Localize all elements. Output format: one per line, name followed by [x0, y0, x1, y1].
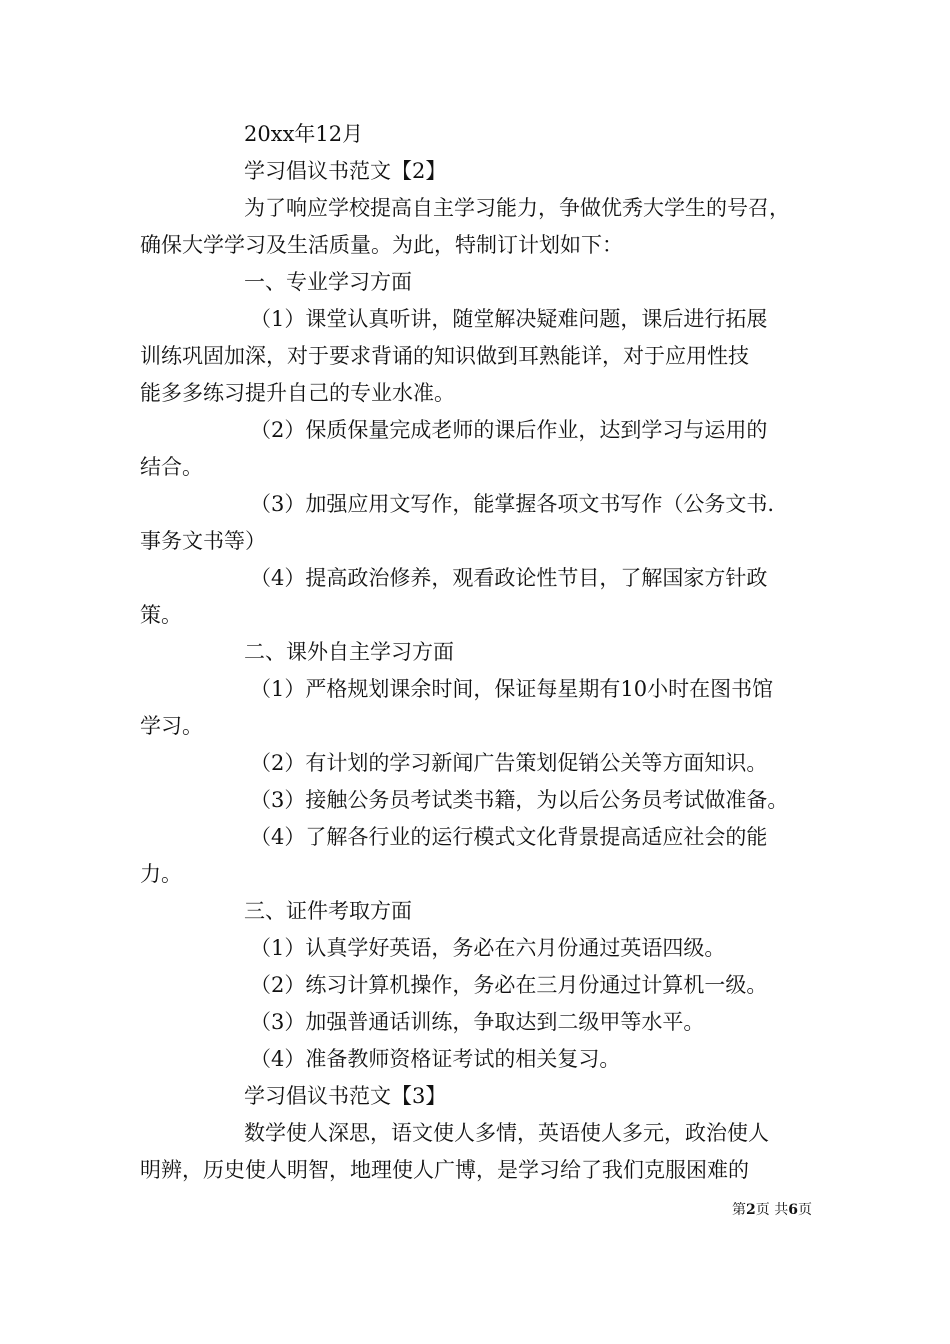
footer-suffix: 页	[798, 1202, 812, 1218]
text-line: 学习。	[140, 714, 203, 738]
text-line: 学习倡议书范文【2】	[244, 159, 447, 183]
page-footer	[0, 1200, 812, 1220]
text-line: 力。	[140, 862, 182, 886]
text-line: （4）提高政治修养，观看政论性节目，了解国家方针政	[250, 566, 768, 590]
text-line: （2）有计划的学习新闻广告策划促销公关等方面知识。	[250, 751, 768, 775]
text-line: 三、证件考取方面	[244, 899, 412, 923]
text-line: （3）接触公务员考试类书籍，为以后公务员考试做准备。	[250, 788, 789, 812]
text-line: 为了响应学校提高自主学习能力，争做优秀大学生的号召，	[244, 196, 790, 220]
text-line: （4）了解各行业的运行模式文化背景提高适应社会的能	[250, 825, 768, 849]
text-line: （2）保质保量完成老师的课后作业，达到学习与运用的	[250, 418, 768, 442]
text-line: 事务文书等）	[140, 529, 266, 553]
text-line: （2）练习计算机操作，务必在三月份通过计算机一级。	[250, 973, 768, 997]
text-line: 20xx年12月	[244, 122, 364, 146]
text-line: （3）加强应用文写作，能掌握各项文书写作（公务文书.	[250, 492, 775, 516]
document-body	[140, 116, 820, 1189]
text-line: 确保大学学习及生活质量。为此，特制订计划如下：	[140, 233, 623, 257]
text-line: 一、专业学习方面	[244, 270, 412, 294]
text-line: （1）课堂认真听讲，随堂解决疑难问题，课后进行拓展	[250, 307, 768, 331]
text-line: 结合。	[140, 455, 203, 479]
text-line: （1）认真学好英语，务必在六月份通过英语四级。	[250, 936, 726, 960]
text-line: 二、课外自主学习方面	[244, 640, 454, 664]
text-line: 数学使人深思，语文使人多情，英语使人多元，政治使人	[244, 1121, 769, 1145]
footer-mid: 页 共	[755, 1202, 789, 1218]
footer-prefix: 第	[732, 1202, 747, 1218]
text-line: 明辨，历史使人明智，地理使人广博，是学习给了我们克服困难的	[140, 1158, 749, 1182]
footer-total-pages: 6	[788, 1202, 798, 1218]
text-line: （3）加强普通话训练，争取达到二级甲等水平。	[250, 1010, 705, 1034]
text-line: （1）严格规划课余时间，保证每星期有10小时在图书馆	[250, 677, 774, 701]
text-line: 策。	[140, 603, 182, 627]
text-line: 能多多练习提升自己的专业水准。	[140, 381, 455, 405]
text-line: （4）准备教师资格证考试的相关复习。	[250, 1047, 621, 1071]
footer-page-number: 2	[746, 1202, 756, 1218]
text-line: 训练巩固加深，对于要求背诵的知识做到耳熟能详，对于应用性技	[140, 344, 749, 368]
text-line: 学习倡议书范文【3】	[244, 1084, 447, 1108]
